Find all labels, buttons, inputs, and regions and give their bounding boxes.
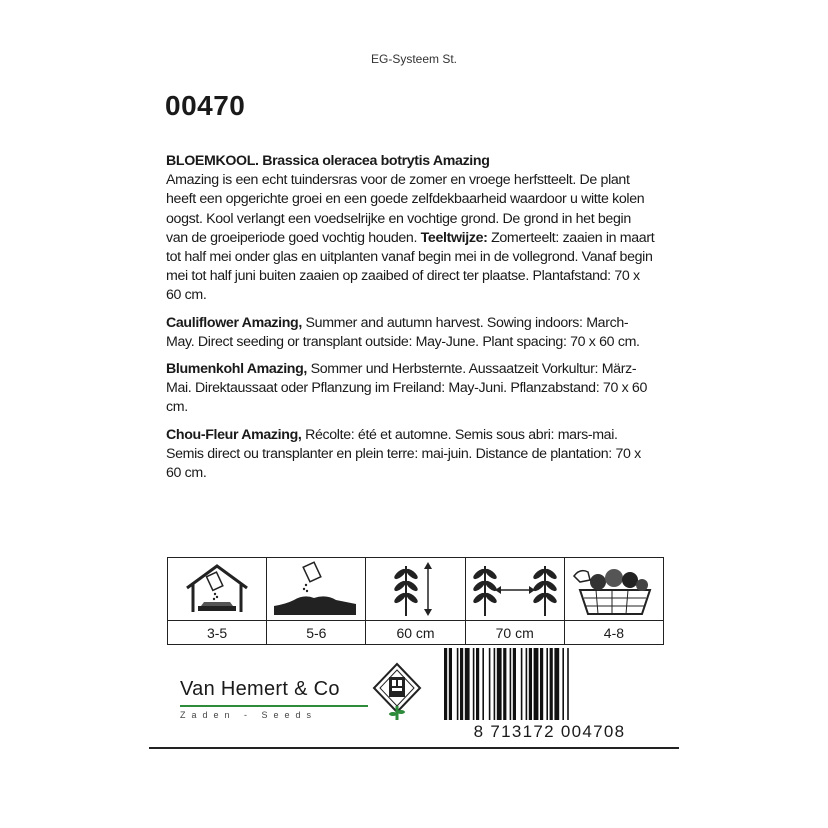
german-text: Sommer und Herbsternte. Aussaatzeit Vorkultur: März-Mai. Direktaussaat oder Pflanzung im Freiland: May-Juni. Pflanzabstand: 70 x 60 cm. (166, 361, 647, 416)
dutch-title: BLOEMKOOL. Brassica oleracea botrytis Amazing (166, 153, 490, 169)
icon-cell-outdoor (267, 558, 366, 644)
brand-block (180, 678, 370, 720)
system-label: EG-Systeem St. (370, 52, 458, 66)
dutch-text-1: Amazing is een echt tuindersras voor de zomer en vroege herfstteelt. De plant heeft een opgerichte groei en een goede zelfdekbaarheid waardoor u witte kolen oogst. Kool verlangt een voedselrijke en vochtige grond. De grond in het begin van de groeiperiode goed vochtig houden. (166, 172, 645, 246)
icon-cell-harvest (565, 558, 663, 644)
icon-value: 60 cm (396, 624, 435, 641)
cultivation-icons-table (167, 557, 664, 645)
icon-value: 4-8 (603, 624, 625, 641)
harvest-basket-icon (568, 560, 660, 618)
outdoor-sowing-icon (270, 560, 362, 618)
teeltwijze-label: Teeltwijze: (420, 229, 488, 246)
brand-logo-icon (372, 662, 422, 722)
bottom-divider (149, 747, 679, 749)
icon-value: 5-6 (306, 624, 327, 641)
brand-tagline: Zaden - Seeds (180, 710, 318, 720)
dutch-paragraph (166, 152, 656, 306)
french-paragraph (166, 426, 656, 484)
greenhouse-sowing-icon (171, 560, 263, 618)
icon-cell-height (366, 558, 465, 644)
french-title: Chou-Fleur Amazing, (166, 426, 302, 443)
english-title: Cauliflower Amazing, (166, 314, 302, 331)
icon-value: 70 cm (495, 624, 534, 641)
product-number: 00470 (165, 90, 246, 121)
brand-name: Van Hemert & Co (180, 678, 340, 700)
brand-underline (180, 705, 368, 707)
plant-spacing-icon (469, 560, 561, 618)
icon-value: 3-5 (206, 624, 228, 641)
icon-cell-greenhouse (168, 558, 267, 644)
german-paragraph (166, 360, 656, 418)
barcode-number: 8 713172 004708 (442, 720, 657, 744)
french-text: Récolte: été et automne. Semis sous abri: mars-mai. Semis direct ou transplanter en plein terre: mai-juin. Distance de plantation: 70 x 60 cm. (166, 426, 641, 482)
icon-cell-spacing (466, 558, 565, 644)
english-paragraph (166, 314, 656, 352)
plant-height-icon (370, 560, 462, 618)
dutch-text-2: Zomerteelt: zaaien in maart tot half mei onder glas en uitplanten vanaf begin mei in de vollegrond. Vanaf begin mei tot half juni buiten zaaien op zaaibed of direct ter plaatse. Plantafstand: 70 x 60 cm. (166, 229, 655, 304)
german-title: Blumenkohl Amazing, (166, 361, 308, 378)
english-text: Summer and autumn harvest. Sowing indoors: March-May. Direct seeding or transplant outside: May-June. Plant spacing: 70 x 60 cm. (166, 314, 640, 350)
description-block (166, 152, 656, 491)
